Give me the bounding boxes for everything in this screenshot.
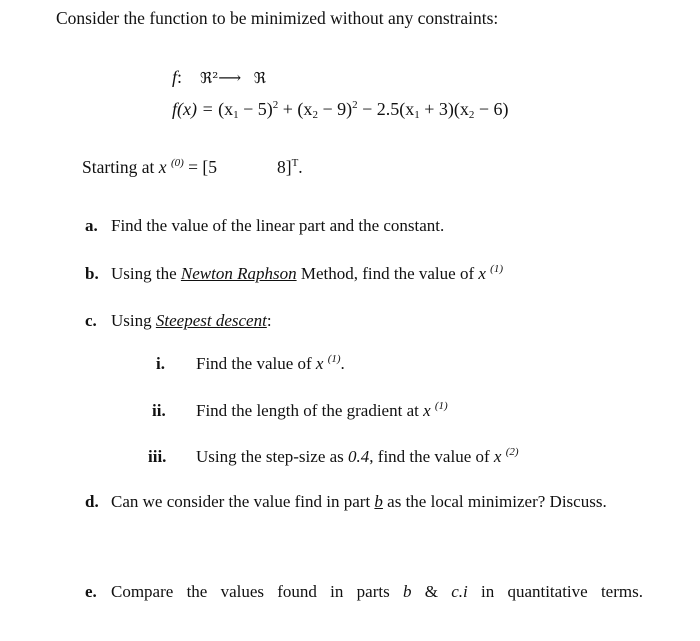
question-e: e. Compare the values found in parts b & c.i in quantitative terms.	[85, 582, 643, 601]
mapping-arrow: ⟶	[218, 70, 241, 87]
mapping-domain: ℜ²	[200, 69, 219, 87]
function-mapping	[172, 67, 266, 88]
formula-lhs: f(x) =	[172, 99, 214, 119]
question-c: c. Using Steepest descent:	[85, 311, 272, 330]
mapping-f: f	[172, 67, 178, 87]
question-c-iii: iii. Using the step-size as 0.4, find the value of x $^{(2)}$	[148, 446, 519, 466]
question-b: b. Using the Newton Raphson Method, find the value of x $^{(1)}$	[85, 263, 503, 283]
mapping-codomain: ℜ	[253, 69, 266, 87]
mapping-colon: :	[177, 67, 183, 87]
steepest-descent-link[interactable]: Steepest descent	[155, 311, 267, 330]
question-c-i: i. Find the value of x $^{(1)}$.	[156, 353, 345, 373]
question-c-ii: ii. Find the length of the gradient at x $^{(1)}$	[152, 400, 448, 420]
starting-point: Starting at x $^{(0)}$ = [5 8]$^T$.	[82, 157, 303, 177]
intro-text: Consider the function to be minimized without any constraints:	[56, 8, 499, 28]
objective-formula: $f(x) = (x_1 - 5)^2 + (x_2 - 9)^2 - 2.5(x_1 + 3)(x_2 - 6)$	[172, 99, 509, 121]
question-a: a. Find the value of the linear part and the constant.	[85, 216, 445, 235]
newton-raphson-link[interactable]: Newton Raphson	[180, 264, 297, 283]
question-d: d. Can we consider the value find in part b as the local minimizer? Discuss.	[85, 492, 607, 511]
part-b-reference: b	[374, 492, 383, 511]
